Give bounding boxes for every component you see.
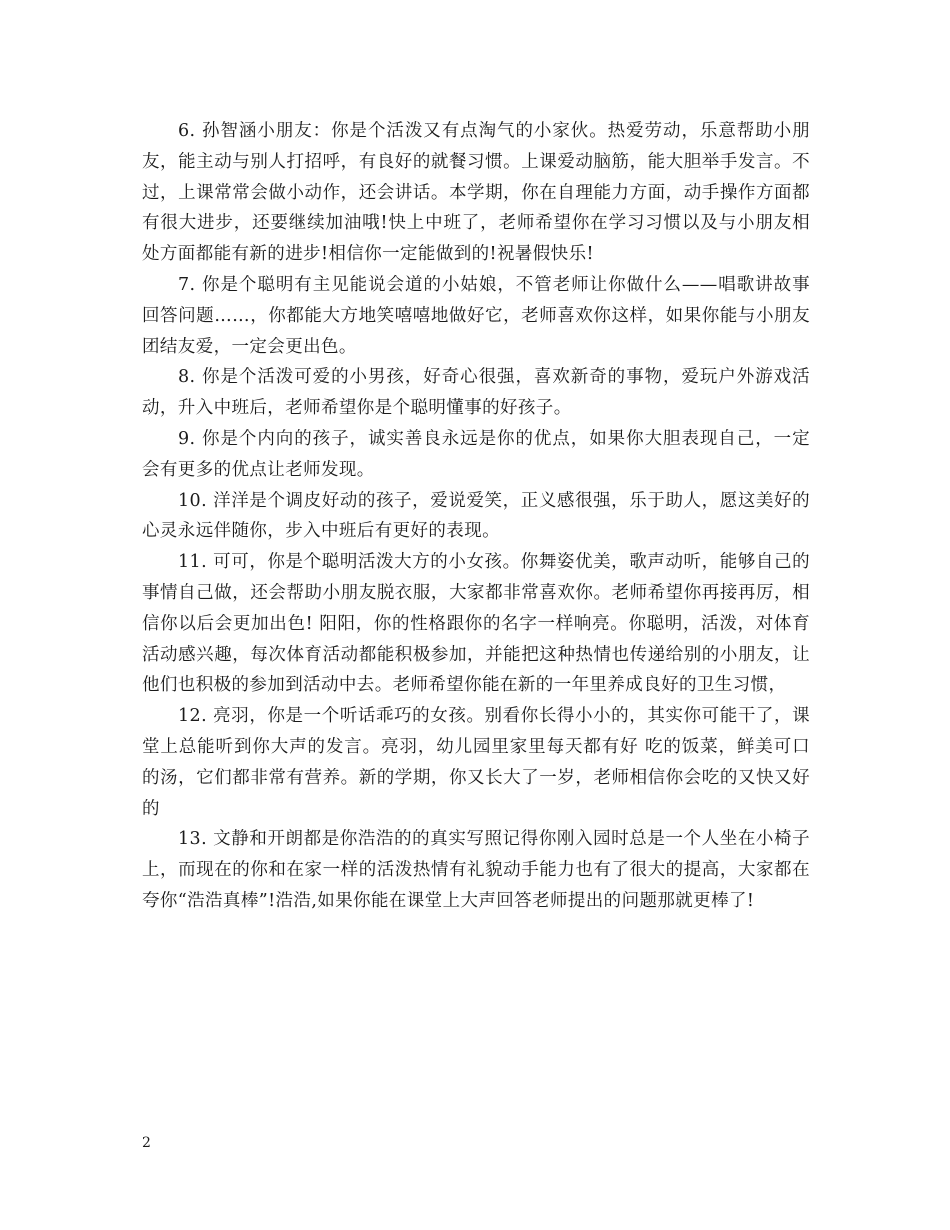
paragraph-8: 8. 你是个活泼可爱的小男孩，好奇心很强，喜欢新奇的事物，爱玩户外游戏活动，升入中班后，老师希望你是个聪明懂事的好孩子。 [142,367,810,419]
paragraph-7: 7. 你是个聪明有主见能说会道的小姑娘，不管老师让你做什么——唱歌讲故事回答问题……，你都能大方地笑嘻嘻地做好它，老师喜欢你这样，如果你能与小朋友团结友爱，一定会更出色。 [142,274,810,357]
paragraph-10: 10. 洋洋是个调皮好动的孩子，爱说爱笑，正义感很强，乐于助人，愿这美好的心灵永远伴随你，步入中班后有更好的表现。 [142,490,810,542]
paragraph-9: 9. 你是个内向的孩子，诚实善良永远是你的优点，如果你大胆表现自己，一定会有更多的优点让老师发现。 [142,428,810,480]
paragraph-6: 6. 孙智涵小朋友：你是个活泼又有点淘气的小家伙。热爱劳动，乐意帮助小朋友，能主动与别人打招呼，有良好的就餐习惯。上课爱动脑筋，能大胆举手发言。不过，上课常常会做小动作，还会讲话。本学期，你在自理能力方面，动手操作方面都有很大进步，还要继续加油哦!快上中班了，老师希望你在学习习惯以及与小朋友相处方面都能有新的进步!相信你一定能做到的!祝暑假快乐! [142,121,810,265]
page-number: 2 [142,1135,151,1151]
paragraph-12: 12. 亮羽，你是一个听话乖巧的女孩。别看你长得小小的，其实你可能干了，课堂上总能听到你大声的发言。亮羽，幼儿园里家里每天都有好 吃的饭菜，鲜美可口的汤，它们都非常有营养。新的学期，你又长大了一岁，老师相信你会吃的又快又好的 [142,706,810,819]
paragraph-11: 11. 可可，你是个聪明活泼大方的小女孩。你舞姿优美，歌声动听，能够自己的事情自己做，还会帮助小朋友脱衣服，大家都非常喜欢你。老师希望你再接再厉，相信你以后会更加出色! 阳阳，你的性格跟你的名字一样响亮。你聪明，活泼，对体育活动感兴趣，每次体育活动都能积极参加，并能把这种热情也传递给别的小朋友，让他们也积极的参加到活动中去。老师希望你能在新的一年里养成良好的卫生习惯， [142,552,810,696]
paragraph-13: 13. 文静和开朗都是你浩浩的的真实写照记得你刚入园时总是一个人坐在小椅子上，而现在的你和在家一样的活泼热情有礼貌动手能力也有了很大的提高，大家都在夸你“浩浩真棒”!浩浩,如果你能在课堂上大声回答老师提出的问题那就更棒了! [142,829,810,911]
document-body [142,116,810,917]
